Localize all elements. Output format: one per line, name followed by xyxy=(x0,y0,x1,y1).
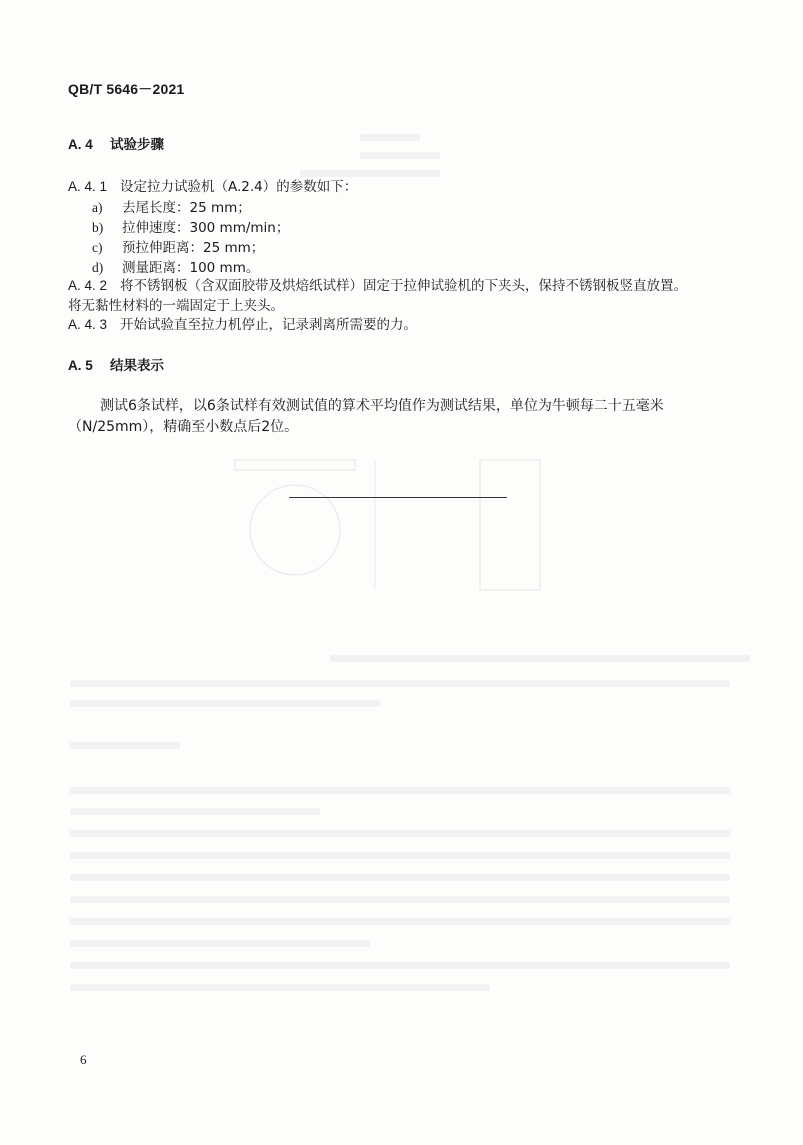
section-number: A. 4 xyxy=(68,137,93,152)
bleed-through-mark xyxy=(70,830,730,837)
bleed-through-mark xyxy=(70,896,730,903)
bleed-through-mark xyxy=(70,962,730,969)
bleed-through-mark xyxy=(70,742,180,749)
list-item-text: 测量距离：100 mm。 xyxy=(122,260,260,276)
bleed-through-mark xyxy=(70,852,730,859)
clause-a43 xyxy=(68,313,417,333)
clause-a42-continuation: 将无黏性材料的一端固定于上夹头。 xyxy=(68,298,284,314)
standard-number: QB/T 5646－2021 xyxy=(68,81,185,97)
list-item xyxy=(92,256,259,276)
end-of-document-rule xyxy=(289,497,507,498)
section-heading-a4 xyxy=(68,133,164,153)
list-item-letter: c) xyxy=(92,240,103,255)
bleed-through-mark xyxy=(70,700,380,707)
list-item-text: 去尾长度：25 mm； xyxy=(122,200,251,216)
result-paragraph-line-1: 测试6条试样，以6条试样有效测试值的算术平均值作为测试结果，单位为牛顿每二十五毫米 xyxy=(100,398,664,414)
list-item-letter: d) xyxy=(92,260,104,275)
clause-text: 开始试验直至拉力机停止，记录剥离所需要的力。 xyxy=(120,317,417,333)
bleed-through-figure xyxy=(225,450,555,600)
clause-text: 设定拉力试验机（A.2.4）的参数如下： xyxy=(120,179,358,195)
section-title: 结果表示 xyxy=(110,358,164,374)
bleed-through-mark xyxy=(70,787,730,794)
list-item-text: 预拉伸距离：25 mm； xyxy=(122,240,265,256)
bleed-through-mark xyxy=(70,984,490,991)
bleed-through-mark xyxy=(330,655,750,662)
result-paragraph-line-2: （N/25mm），精确至小数点后2位。 xyxy=(68,419,299,435)
clause-text: 将不锈钢板（含双面胶带及烘焙纸试样）固定于拉伸试验机的下夹头，保持不锈钢板竖直放置。 xyxy=(120,278,687,294)
list-item xyxy=(92,216,289,236)
clause-a42 xyxy=(68,274,687,294)
clause-number: A. 4. 1 xyxy=(68,179,108,194)
list-item-letter: b) xyxy=(92,220,104,235)
page-number: 6 xyxy=(80,1052,87,1067)
bleed-through-mark xyxy=(70,918,730,925)
section-number: A. 5 xyxy=(68,358,93,373)
bleed-through-mark xyxy=(70,680,730,687)
bleed-through-mark xyxy=(70,940,370,947)
list-item-text: 拉伸速度：300 mm/min； xyxy=(122,220,290,236)
clause-number: A. 4. 3 xyxy=(68,317,108,332)
list-item-letter: a) xyxy=(92,200,103,215)
list-item xyxy=(92,236,264,256)
bleed-through-mark xyxy=(70,874,730,881)
bleed-through-mark xyxy=(70,808,320,815)
section-title: 试验步骤 xyxy=(110,137,164,153)
clause-a41 xyxy=(68,175,357,195)
bleed-through-mark xyxy=(360,134,420,141)
bleed-through-mark xyxy=(360,152,440,159)
section-heading-a5 xyxy=(68,354,164,374)
clause-number: A. 4. 2 xyxy=(68,278,108,293)
list-item xyxy=(92,196,251,216)
